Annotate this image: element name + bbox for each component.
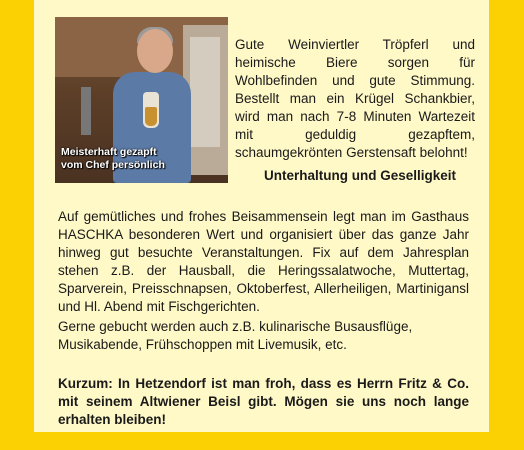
beer-tap — [81, 87, 91, 135]
bartender-photo — [55, 17, 228, 183]
caption-line-1: Meisterhaft gezapft — [61, 146, 157, 158]
intro-text: Gute Weinviertler Tröpferl und heimische Biere sorgen für Wohlbefinden und gute Stimmung. Bestellt man ein Krügel Schankbier, wird man nach 7-8 Minuten Wartezeit mit geduldig gezapftem, schaumgekrönten Gerstensaft belohnt! — [235, 37, 475, 160]
photo-shelf-inner — [190, 37, 220, 147]
person-head — [137, 29, 173, 73]
conclusion-paragraph: Kurzum: In Hetzendorf ist man froh, dass es Herrn Fritz & Co. mit seinem Altwiener Beisl gibt. Mögen sie uns noch lange erhalten bleiben! — [58, 376, 469, 427]
beer-fill — [145, 107, 157, 126]
bookings-paragraph: Gerne gebucht werden auch z.B. kulinarische Busausflüge, Musikabende, Frühschoppen mit Livemusik, etc. — [58, 319, 413, 352]
caption-line-2: vom Chef persönlich — [61, 159, 165, 171]
photo-caption — [61, 146, 165, 172]
events-paragraph: Auf gemütliches und frohes Beisammensein legt man im Gasthaus HASCHKA besonderen Wert und organisiert über das ganze Jahr hinweg gut besuchte Veranstaltungen. Fix auf dem Jahresplan stehen z.B. der Hausball, die Heringssalatwoche, Muttertag, Sparverein, Preisschnapsen, Oktoberfest, Allerheiligen, Martinigansl und Hl. Abend mit Fischgerichten. — [58, 209, 469, 314]
section-heading: Unterhaltung und Geselligkeit — [263, 168, 457, 183]
